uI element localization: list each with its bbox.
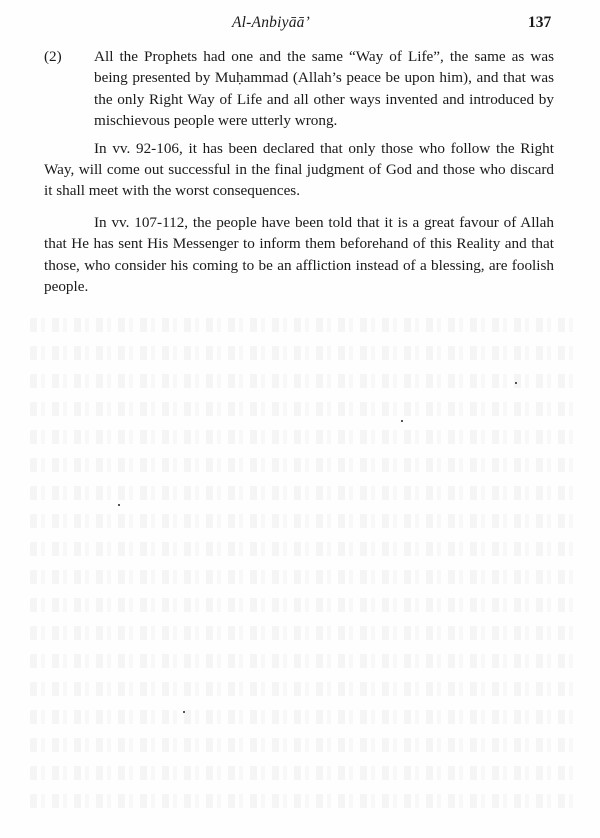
show-through-line <box>30 626 580 640</box>
show-through-line <box>30 318 580 332</box>
show-through-line <box>30 570 580 584</box>
page-number: 137 <box>528 14 552 31</box>
show-through-line <box>30 514 580 528</box>
scan-speck <box>401 420 403 422</box>
scan-speck <box>515 382 517 384</box>
list-marker: (2) <box>44 48 62 65</box>
paragraph: In vv. 107-112, the people have been told that it is a great favour of Allah that He has sent His Messenger to inform them beforehand of this Reality and that those, who consider his coming to be an affliction instead of a blessing, are foolish people. <box>44 213 554 296</box>
show-through-line <box>30 654 580 668</box>
show-through-line <box>30 486 580 500</box>
show-through-line <box>30 598 580 612</box>
show-through-line <box>30 402 580 416</box>
show-through-line <box>30 458 580 472</box>
show-through-line <box>30 738 580 752</box>
scan-speck <box>118 504 120 506</box>
page-content <box>44 46 554 307</box>
scan-speck <box>183 711 185 713</box>
show-through-line <box>30 374 580 388</box>
show-through-line <box>30 682 580 696</box>
show-through-line <box>30 346 580 360</box>
show-through-line <box>30 542 580 556</box>
show-through-line <box>30 710 580 724</box>
running-title: Al-Anbiyāā’ <box>232 14 310 31</box>
page-header <box>0 14 600 38</box>
numbered-point <box>44 46 554 132</box>
show-through-line <box>30 766 580 780</box>
list-item-text: All the Prophets had one and the same “Way of Life”, the same as was being presented by Muḥammad (Allah’s peace be upon him), and that was the only Right Way of Life and all other ways invented and introduced by mischievous people were utterly wrong. <box>94 48 554 130</box>
show-through-line <box>30 794 580 808</box>
show-through-line <box>30 430 580 444</box>
paragraph: In vv. 92-106, it has been declared that only those who follow the Right Way, will come out successful in the final judgment of God and those who discard it shall meet with the worst consequences. <box>44 139 554 200</box>
